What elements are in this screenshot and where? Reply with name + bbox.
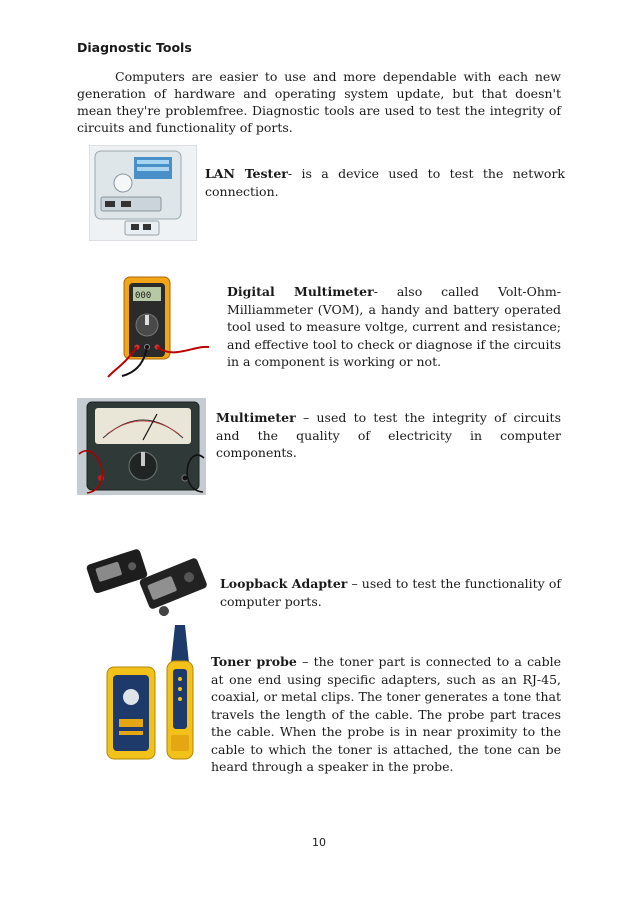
svg-text:000: 000 <box>135 291 152 301</box>
tool-name-lan-tester: LAN Tester <box>205 166 288 181</box>
tool-text-multimeter: – used to test the integrity of circuits and the quality of electricity in computer components. <box>216 410 561 460</box>
tool-description-toner-probe <box>211 653 561 776</box>
tool-description-multimeter <box>216 409 561 462</box>
tool-text-lan-tester: - is a device used to test the network connection. <box>205 166 565 199</box>
tool-description-lan-tester <box>205 165 565 200</box>
tool-name-toner-probe: Toner probe <box>211 654 297 669</box>
tool-name-digital-multimeter: Digital Multimeter <box>227 284 374 299</box>
tool-text-toner-probe: – the toner part is connected to a cable at one end using specific adapters, such as an RJ-45, coaxial, or metal clips. The toner generates a tone that travels the length of the cable. The probe part traces the cable. When the probe is in near proximity to the cable to which the toner is attached, the tone can be heard through a speaker in the probe. <box>211 654 561 774</box>
tool-name-loopback-adapter: Loopback Adapter <box>220 576 348 591</box>
page-number: 10 <box>312 836 326 849</box>
tool-description-loopback-adapter <box>220 575 561 610</box>
section-title: Diagnostic Tools <box>77 40 192 55</box>
tool-text-loopback-adapter: – used to test the functionality of computer ports. <box>220 576 561 609</box>
tool-description-digital-multimeter <box>227 283 561 371</box>
intro-paragraph: Computers are easier to use and more dependable with each new generation of hardware and operating system update, but that doesn't mean they're problemfree. Diagnostic tools are used to test the integrity of circuits and functionality of ports. <box>77 69 561 135</box>
digital-multimeter-image <box>104 275 214 380</box>
tool-text-digital-multimeter: - also called Volt-Ohm- Milliammeter (VOM), a handy and battery operated tool used to measure voltge, current and resistance; and effective tool to check or diagnose if the circuits in a component is working or not. <box>227 284 561 369</box>
tool-name-multimeter: Multimeter <box>216 410 296 425</box>
lan-tester-image <box>89 145 197 241</box>
toner-probe-image <box>105 623 201 763</box>
loopback-adapter-image <box>82 538 212 616</box>
multimeter-image <box>77 398 206 495</box>
